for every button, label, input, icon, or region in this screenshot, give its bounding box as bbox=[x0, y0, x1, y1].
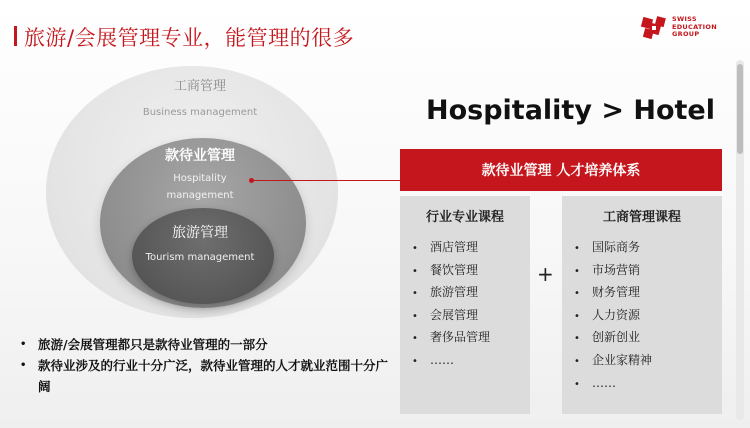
list-item bbox=[574, 304, 652, 327]
middle-circle-label-en: Hospitality management bbox=[166, 173, 234, 201]
heading: Hospitality > Hotel bbox=[426, 95, 715, 126]
business-courses-list bbox=[574, 236, 652, 394]
list-item bbox=[412, 281, 490, 304]
bullet-icon: • bbox=[574, 243, 580, 254]
list-item bbox=[574, 349, 652, 372]
summary-bullet bbox=[20, 355, 400, 397]
industry-courses-panel bbox=[400, 196, 530, 414]
list-item-label: 奢侈品管理 bbox=[430, 330, 491, 345]
bullet-icon: • bbox=[412, 243, 418, 254]
scrollbar-thumb[interactable] bbox=[737, 64, 743, 154]
list-item bbox=[574, 259, 652, 282]
inner-circle-label-en: Tourism management bbox=[145, 252, 255, 263]
list-item bbox=[412, 349, 490, 372]
list-item-label: 餐饮管理 bbox=[430, 262, 479, 277]
summary-bullets bbox=[20, 334, 400, 397]
bullet-icon: • bbox=[20, 339, 27, 350]
bullet-icon: • bbox=[412, 288, 418, 300]
bullet-icon: • bbox=[20, 360, 27, 371]
list-item-label: 人力资源 bbox=[592, 307, 641, 322]
middle-circle-label-zh: 款待业管理 bbox=[165, 148, 235, 164]
bullet-icon: • bbox=[574, 355, 580, 367]
list-item bbox=[574, 326, 652, 349]
connector-line bbox=[252, 180, 400, 181]
bullet-icon: • bbox=[574, 288, 580, 300]
list-item bbox=[574, 281, 652, 304]
logo-text: SWISS EDUCATION GROUP bbox=[672, 15, 717, 38]
list-item-label: 酒店管理 bbox=[430, 240, 479, 254]
list-item bbox=[574, 236, 652, 259]
outer-circle-label-zh: 工商管理 bbox=[173, 79, 226, 94]
list-item-label: 企业家精神 bbox=[592, 352, 653, 367]
bullet-icon: • bbox=[412, 355, 418, 367]
list-item-label: 市场营销 bbox=[592, 262, 641, 277]
bullet-icon: • bbox=[574, 265, 580, 277]
list-item-label: …… bbox=[592, 375, 616, 390]
summary-bullet-text: 旅游/会展管理都只是款待业管理的一部分 bbox=[38, 337, 268, 352]
summary-bullet-text: 款待业涉及的行业十分广泛，款待业管理的人才就业范围十分广阔 bbox=[38, 358, 389, 394]
bullet-icon: • bbox=[574, 310, 580, 322]
list-item-label: 财务管理 bbox=[592, 285, 641, 300]
list-item-label: 创新创业 bbox=[592, 330, 641, 345]
bullet-icon: • bbox=[412, 310, 418, 322]
list-item bbox=[412, 236, 490, 259]
list-item bbox=[412, 326, 490, 349]
bullet-icon: • bbox=[412, 333, 418, 345]
list-item-label: 国际商务 bbox=[592, 240, 641, 254]
list-item bbox=[412, 304, 490, 327]
list-item bbox=[412, 259, 490, 282]
bullet-icon: • bbox=[574, 378, 580, 390]
industry-courses-list bbox=[412, 236, 490, 372]
plus-sign: + bbox=[537, 262, 554, 286]
business-courses-panel bbox=[562, 196, 722, 414]
bullet-icon: • bbox=[574, 333, 580, 345]
list-item bbox=[574, 372, 652, 395]
bullet-icon: • bbox=[412, 265, 418, 277]
list-item-label: …… bbox=[430, 352, 454, 367]
title-accent-bar bbox=[14, 26, 17, 46]
summary-bullet bbox=[20, 334, 400, 355]
industry-courses-title: 行业专业课程 bbox=[425, 210, 504, 225]
list-item-label: 旅游管理 bbox=[430, 285, 479, 300]
slide-title: 旅游/会展管理专业，能管理的很多 bbox=[24, 26, 355, 50]
business-courses-title: 工商管理课程 bbox=[602, 210, 681, 225]
list-item-label: 会展管理 bbox=[430, 307, 479, 322]
talent-system-banner: 款待业管理 人才培养体系 bbox=[400, 149, 722, 191]
inner-circle-label-zh: 旅游管理 bbox=[172, 225, 228, 241]
outer-circle-label-en: Business management bbox=[142, 107, 258, 118]
connector-dot bbox=[249, 178, 254, 183]
